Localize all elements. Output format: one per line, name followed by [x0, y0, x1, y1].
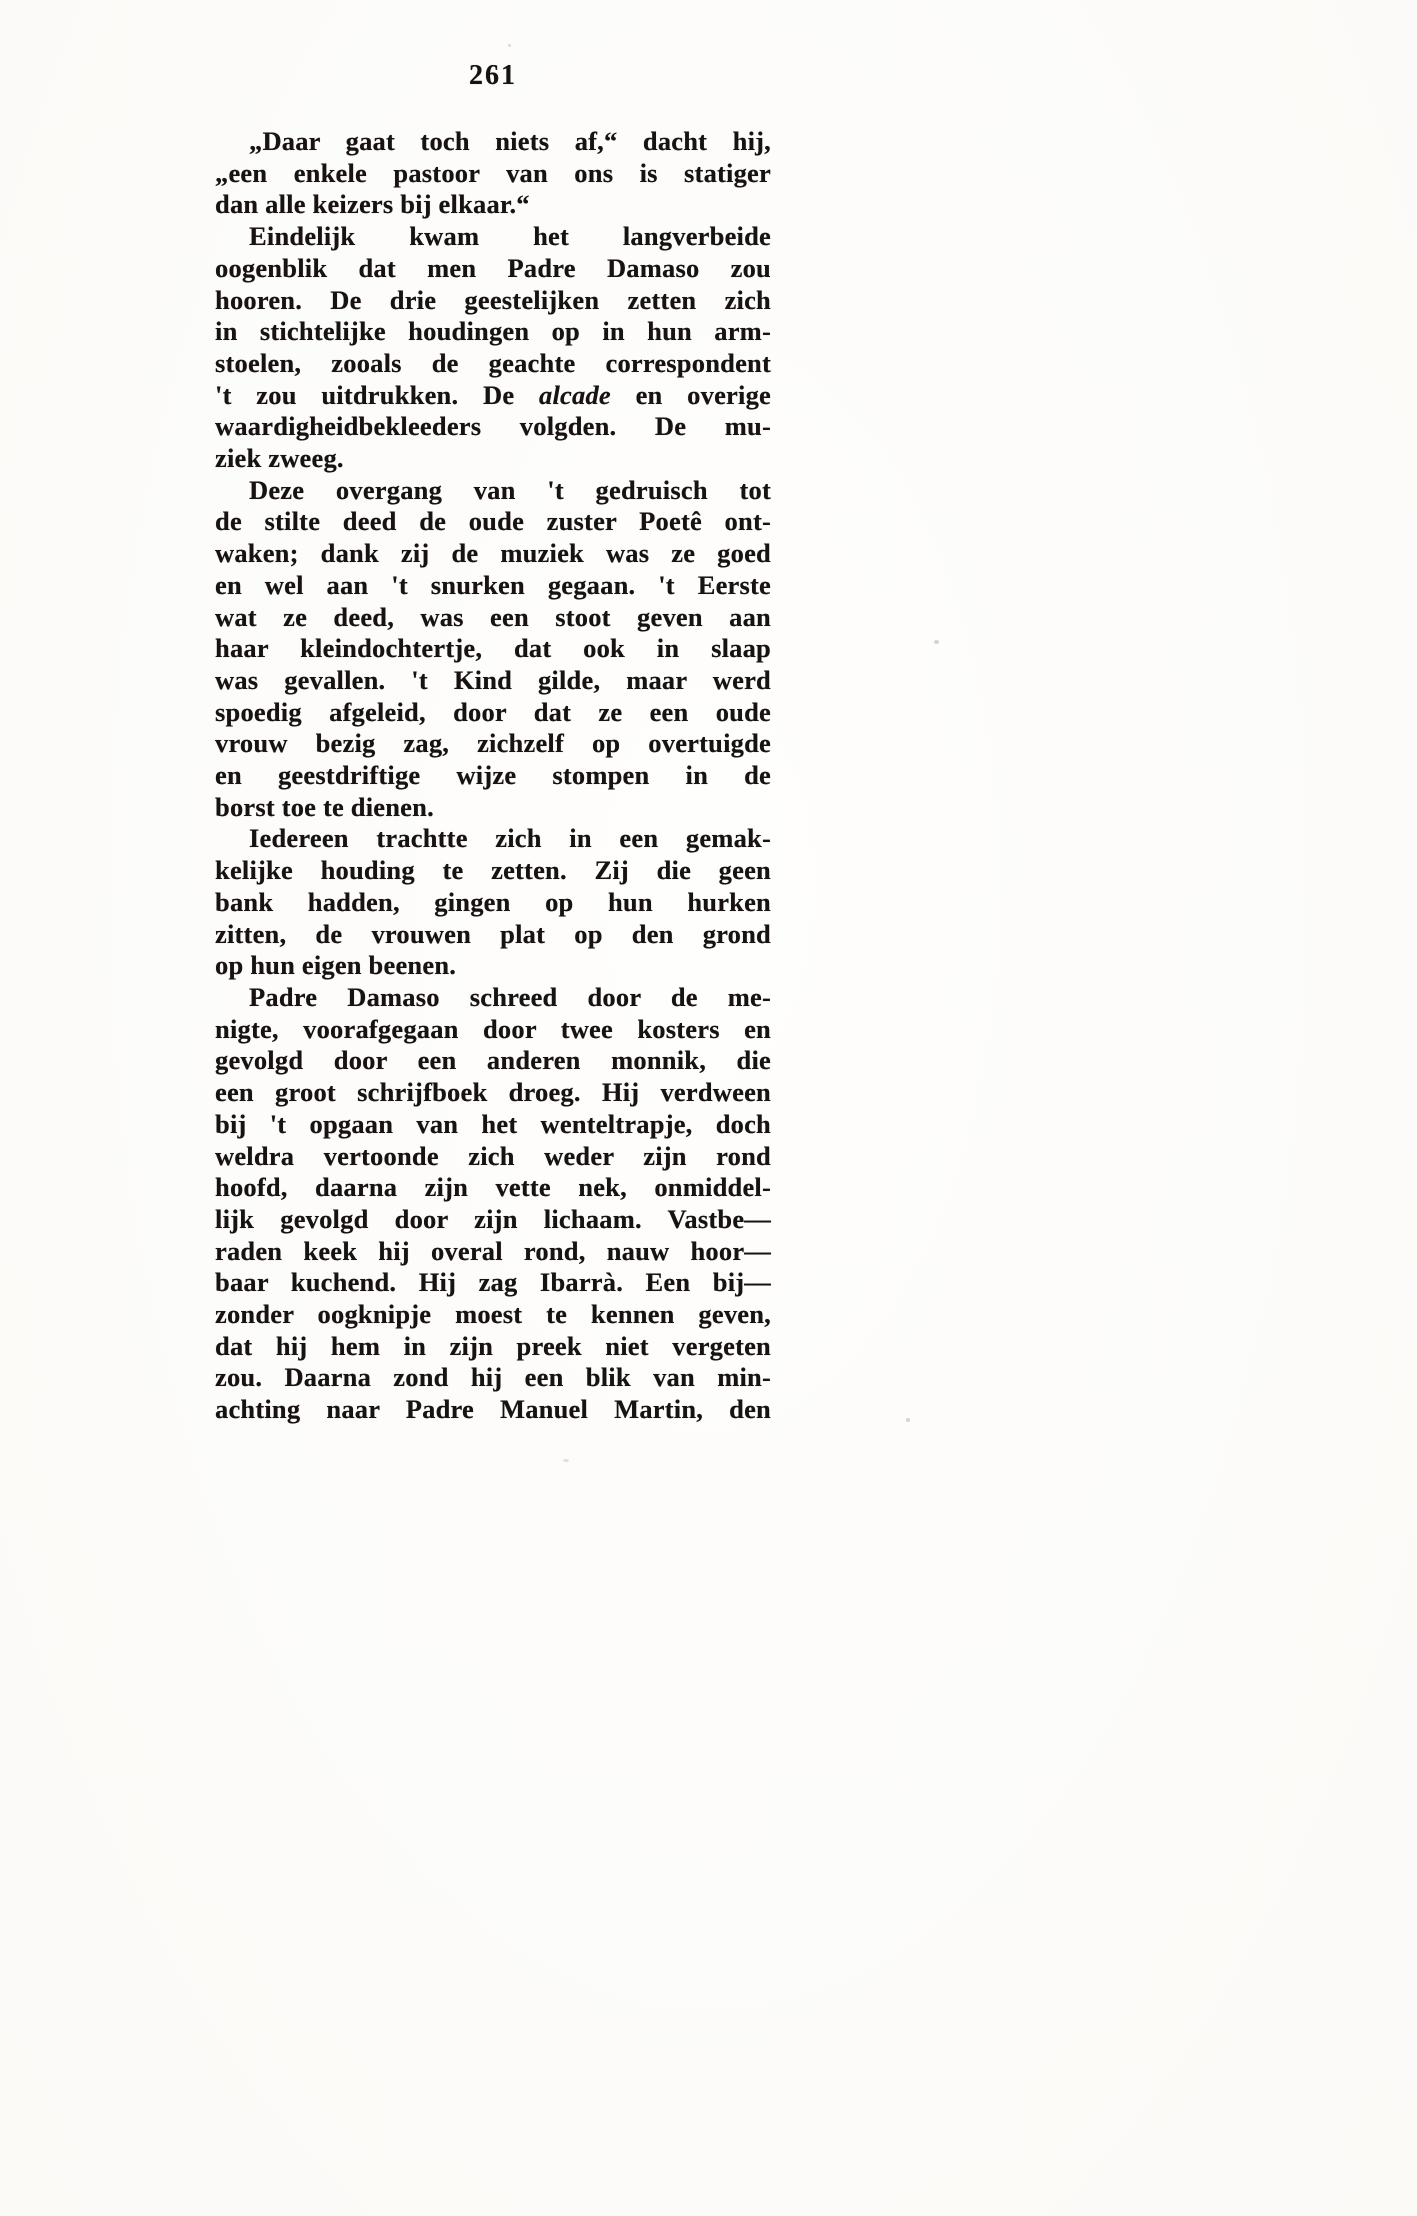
text-line: zitten, de vrouwen plat op den grond	[215, 918, 771, 949]
text-line: zou. Daarna zond hij een blik van min-	[215, 1362, 771, 1393]
text-line: raden keek hij overal rond, nauw hoor—	[215, 1235, 771, 1266]
text-line: oogenblik dat men Padre Damaso zou	[215, 252, 771, 283]
text-line: de stilte deed de oude zuster Poetê ont-	[215, 506, 771, 537]
page-number: 261	[469, 60, 517, 91]
text-line: kelijke houding te zetten. Zij die geen	[215, 855, 771, 886]
text-line: Deze overgang van 't gedruisch tot	[249, 474, 771, 505]
text-line: 't zou uitdrukken. De alcade en overige	[215, 379, 771, 410]
text-line: bij 't opgaan van het wenteltrapje, doch	[215, 1108, 771, 1139]
scan-speck	[934, 640, 939, 644]
text-line: haar kleindochtertje, dat ook in slaap	[215, 633, 771, 664]
text-line: waken; dank zij de muziek was ze goed	[215, 538, 771, 569]
text-line: dat hij hem in zijn preek niet vergeten	[215, 1330, 771, 1361]
text-line: „een enkele pastoor van ons is statiger	[215, 157, 771, 188]
text-line: lijk gevolgd door zijn lichaam. Vastbe—	[215, 1203, 771, 1234]
text-line: „Daar gaat toch niets af,“ dacht hij,	[249, 126, 771, 156]
text-line: vrouw bezig zag, zichzelf op overtuigde	[215, 728, 771, 759]
text-line: Eindelijk kwam het langverbeide	[249, 221, 771, 252]
text-line: Padre Damaso schreed door de me-	[249, 981, 771, 1012]
text-line: hoofd, daarna zijn vette nek, onmiddel-	[215, 1172, 771, 1203]
text-line: spoedig afgeleid, door dat ze een oude	[215, 696, 771, 727]
scan-speck	[508, 44, 511, 47]
text-line: achting naar Padre Manuel Martin, den	[215, 1394, 771, 1425]
text-line: zonder oogknipje moest te kennen geven,	[215, 1299, 771, 1330]
text-line: en wel aan 't snurken gegaan. 't Eerste	[215, 569, 771, 600]
text-line: ziek zweeg.	[215, 443, 344, 474]
text-line: stoelen, zooals de geachte correspondent	[215, 347, 771, 378]
text-line: gevolgd door een anderen monnik, die	[215, 1045, 771, 1076]
text-line: op hun eigen beenen.	[215, 950, 457, 981]
text-line: Iedereen trachtte zich in een gemak-	[249, 823, 771, 854]
text-line: nigte, voorafgegaan door twee kosters en	[215, 1013, 771, 1044]
text-line: dan alle keizers bij elkaar.“	[215, 189, 530, 220]
text-line: borst toe te dienen.	[215, 791, 434, 822]
text-line: en geestdriftige wijze stompen in de	[215, 760, 771, 791]
text-line: waardigheidbekleeders volgden. De mu-	[215, 411, 771, 442]
text-line: bank hadden, gingen op hun hurken	[215, 886, 771, 917]
text-line: wat ze deed, was een stoot geven aan	[215, 601, 771, 632]
text-line: was gevallen. 't Kind gilde, maar werd	[215, 664, 771, 695]
scan-speck	[906, 1418, 910, 1422]
text-line: baar kuchend. Hij zag Ibarrà. Een bij—	[215, 1267, 771, 1298]
scan-speck	[563, 1459, 569, 1462]
text-line: in stichtelijke houdingen op in hun arm-	[215, 316, 771, 347]
text-line: hooren. De drie geestelijken zetten zich	[215, 284, 771, 315]
text-line: weldra vertoonde zich weder zijn rond	[215, 1140, 771, 1171]
text-line: een groot schrijfboek droeg. Hij verdween	[215, 1077, 771, 1108]
text-block	[215, 126, 771, 1426]
